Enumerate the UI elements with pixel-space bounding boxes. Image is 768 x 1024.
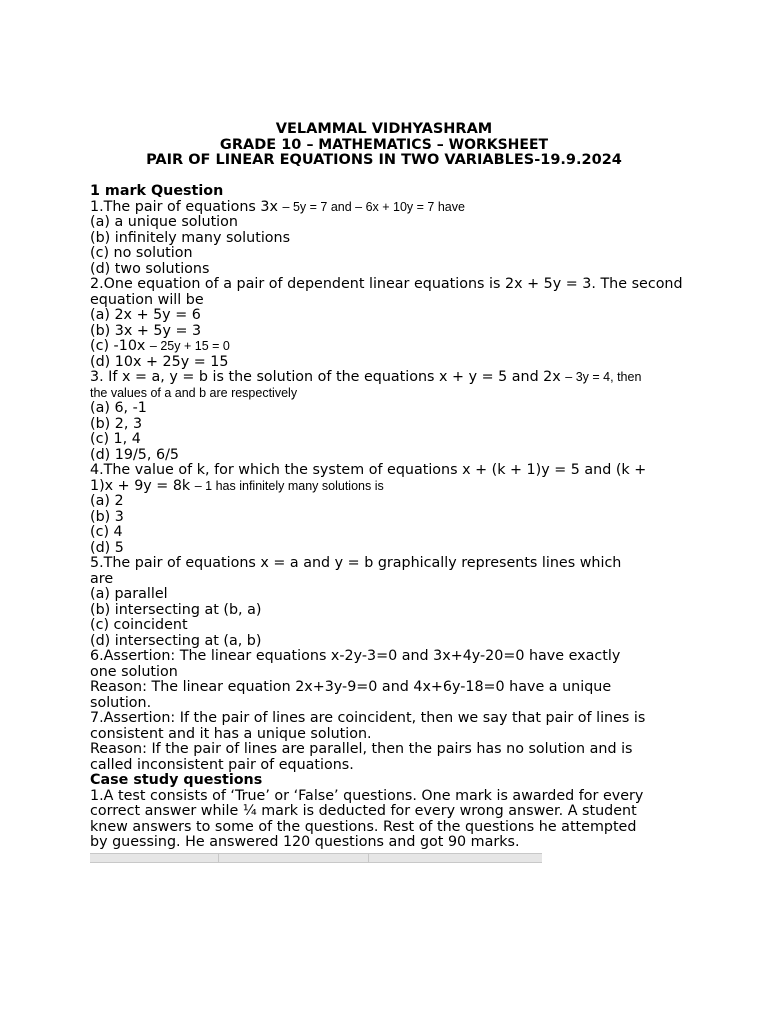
question-1-option-c: (c) no solution [90, 245, 193, 261]
question-2-option-c-small: – 25y + 15 = 0 [149, 339, 230, 353]
worksheet-body [90, 184, 690, 851]
question-5-option-c: (c) coincident [90, 617, 188, 633]
question-4-option-a: (a) 2 [90, 493, 124, 509]
question-4-stem-continued [90, 479, 690, 495]
school-name: VELAMMAL VIDHYASHRAM [275, 121, 493, 137]
question-1-option-d: (d) two solutions [90, 260, 210, 277]
question-1-option-b: (b) infinitely many solutions [90, 229, 291, 246]
question-7-assertion: 7.Assertion: If the pair of lines are coincident, then we say that pair of lines is [90, 710, 646, 726]
question-2-option-a: (a) 2x + 5y = 6 [90, 307, 201, 323]
question-3-stem-continued: the values of a and b are respectively [90, 385, 298, 400]
grade-label: GRADE 10 [219, 136, 307, 153]
question-6-reason-continued: solution. [90, 694, 152, 711]
question-1-option-a: (a) a unique solution [90, 214, 238, 230]
question-3-option-c: (c) 1, 4 [90, 431, 141, 447]
subject-label: – MATHEMATICS – WORKSHEET [306, 136, 549, 153]
question-2-stem: 2.One equation of a pair of dependent linear equations is 2x + 5y = 3. The second equation will be [90, 276, 683, 308]
case-study-1-line-2: correct answer while ¼ mark is deducted for every wrong answer. A student [90, 803, 637, 819]
grade-subject-line [0, 138, 768, 154]
question-2-option-c-part: (c) -10x [90, 338, 150, 354]
question-4-stem: 4.The value of k, for which the system of equations x + (k + 1)y = 5 and (k + [90, 462, 647, 478]
case-study-1-line-3: knew answers to some of the questions. Rest of the questions he attempted [90, 818, 637, 835]
question-3-option-b: (b) 2, 3 [90, 415, 143, 432]
question-5-option-b: (b) intersecting at (b, a) [90, 601, 262, 618]
question-5-option-d: (d) intersecting at (a, b) [90, 632, 262, 649]
question-4-option-d: (d) 5 [90, 539, 124, 556]
question-3-option-d: (d) 19/5, 6/5 [90, 446, 179, 463]
case-study-1-line-1: 1.A test consists of ‘True’ or ‘False’ questions. One mark is awarded for every [90, 787, 644, 804]
table-cell [219, 854, 369, 862]
question-2-option-c [90, 339, 690, 355]
topic-title: PAIR OF LINEAR EQUATIONS IN TWO VARIABLES-19.9.2024 [146, 152, 622, 168]
question-4-stem-part: 1)x + 9y = 8k [90, 477, 195, 494]
question-2-option-d: (d) 10x + 25y = 15 [90, 353, 229, 370]
question-6-reason: Reason: The linear equation 2x+3y-9=0 and 4x+6y-18=0 have a unique [90, 679, 612, 695]
question-7-assertion-continued: consistent and it has a unique solution. [90, 725, 372, 742]
question-2-option-b: (b) 3x + 5y = 3 [90, 322, 202, 339]
table-header-row [90, 853, 542, 863]
question-3-stem-small: – 3y = 4, then [565, 370, 642, 384]
worksheet-header [0, 122, 768, 169]
question-7-reason-continued: called inconsistent pair of equations. [90, 756, 354, 773]
question-6-assertion-continued: one solution [90, 663, 178, 680]
question-4-option-b: (b) 3 [90, 508, 124, 525]
section-heading-one-mark: 1 mark Question [90, 183, 224, 199]
question-7-reason: Reason: If the pair of lines are parallel, then the pairs has no solution and is [90, 741, 633, 757]
question-5-stem: 5.The pair of equations x = a and y = b graphically represents lines which [90, 555, 622, 571]
question-3-stem [90, 370, 690, 386]
question-3-stem-part: 3. If x = a, y = b is the solution of the equations x + y = 5 and 2x [90, 369, 566, 385]
question-6-assertion: 6.Assertion: The linear equations x-2y-3=0 and 3x+4y-20=0 have exactly [90, 648, 621, 664]
question-5-stem-continued: are [90, 570, 114, 587]
question-4-option-c: (c) 4 [90, 524, 123, 540]
table-cell [369, 854, 542, 862]
question-1-stem-part: 1.The pair of equations 3x [90, 198, 283, 215]
question-5-option-a: (a) parallel [90, 586, 168, 602]
question-1-stem-small: – 5y = 7 and – 6x + 10y = 7 have [282, 199, 465, 214]
question-3-option-a: (a) 6, -1 [90, 400, 147, 416]
table-cell [90, 854, 219, 862]
case-study-1-line-4: by guessing. He answered 120 questions and got 90 marks. [90, 834, 520, 850]
section-heading-case-study: Case study questions [90, 772, 263, 788]
question-4-stem-small: – 1 has infinitely many solutions is [194, 478, 384, 493]
question-1-stem [90, 200, 690, 216]
